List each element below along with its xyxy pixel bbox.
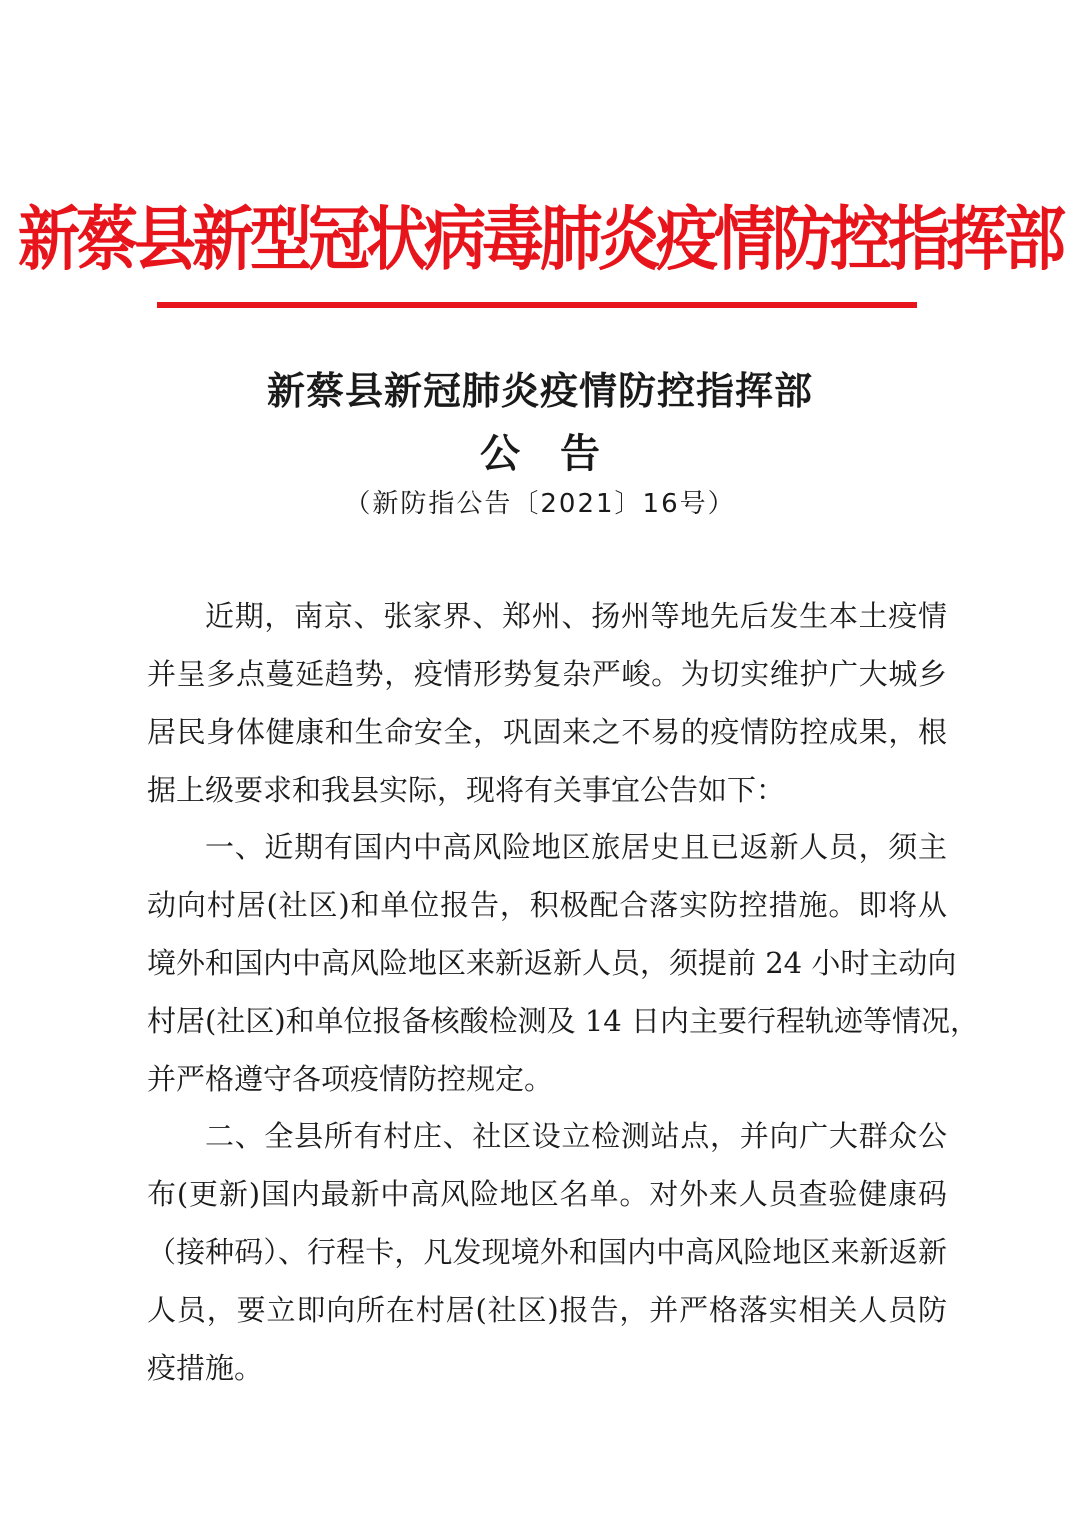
document-number: （新防指公告〔2021〕16号） xyxy=(344,489,736,519)
paragraph-line: 动向村居(社区)和单位报告，积极配合落实防控措施。即将从 xyxy=(147,888,947,922)
paragraph-line: 疫措施。 xyxy=(147,1351,264,1385)
paragraph-line: 人员，要立即向所在村居(社区)报告，并严格落实相关人员防 xyxy=(147,1293,947,1327)
paragraph-line: （接种码）、行程卡，凡发现境外和国内中高风险地区来新返新 xyxy=(147,1235,947,1269)
paragraph-line: 近期，南京、张家界、郑州、扬州等地先后发生本土疫情 xyxy=(205,599,947,633)
paragraph-line: 一、近期有国内中高风险地区旅居史且已返新人员，须主 xyxy=(205,830,947,864)
notice-title-org: 新蔡县新冠肺炎疫情防控指挥部 xyxy=(266,368,813,413)
paragraph-intro xyxy=(147,587,947,819)
paragraph-line: 村居(社区)和单位报备核酸检测及 14 日内主要行程轨迹等情况， xyxy=(147,1004,979,1038)
paragraph-line: 二、全县所有村庄、社区设立检测站点，并向广大群众公 xyxy=(205,1119,947,1153)
notice-title-announcement: 公告 xyxy=(480,430,640,477)
paragraph-item-two xyxy=(147,1107,947,1397)
paragraph-line: 据上级要求和我县实际，现将有关事宜公告如下： xyxy=(147,773,786,807)
paragraph-line: 并呈多点蔓延趋势，疫情形势复杂严峻。为切实维护广大城乡 xyxy=(147,657,947,691)
paragraph-line: 布(更新)国内最新中高风险地区名单。对外来人员查验健康码 xyxy=(147,1177,947,1211)
paragraph-line: 境外和国内中高风险地区来新返新人员，须提前 24 小时主动向 xyxy=(147,946,957,980)
paragraph-line: 居民身体健康和生命安全，巩固来之不易的疫情防控成果，根 xyxy=(147,715,947,749)
letterhead-red-rule xyxy=(157,302,917,308)
paragraph-item-one xyxy=(147,818,979,1108)
paragraph-line: 并严格遵守各项疫情防控规定。 xyxy=(147,1062,554,1096)
letterhead-org-name: 新蔡县新型冠状病毒肺炎疫情防控指挥部 xyxy=(18,197,1063,280)
